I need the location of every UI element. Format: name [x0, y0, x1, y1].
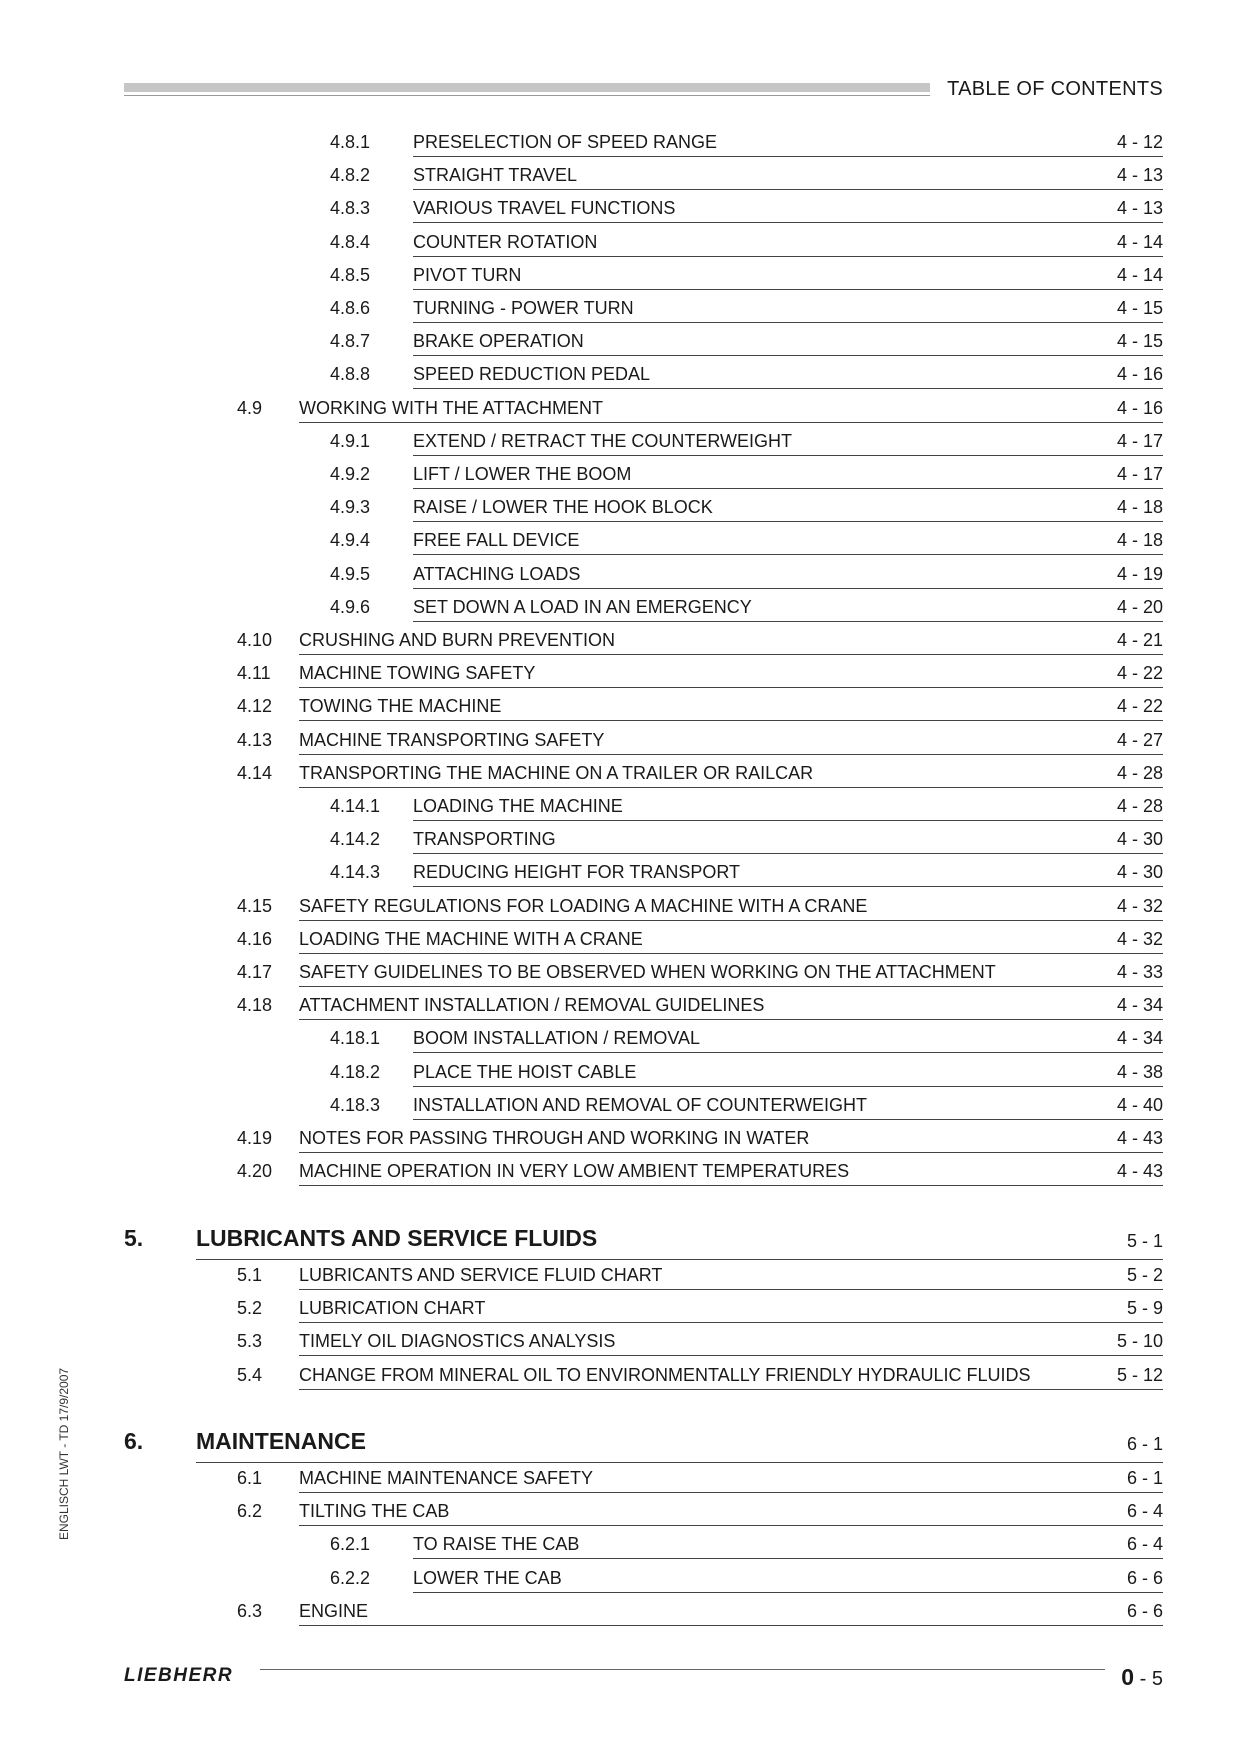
- toc-entry-rule: [413, 1052, 1163, 1053]
- toc-entry[interactable]: [0, 924, 1240, 954]
- toc-entry-page: 4 - 33: [1116, 962, 1163, 982]
- chapter-page: 6 - 1: [1126, 1434, 1163, 1454]
- toc-entry-page: 4 - 12: [1116, 132, 1163, 152]
- toc-entry-rule: [413, 355, 1163, 356]
- toc-entry-page: 4 - 30: [1116, 862, 1163, 883]
- toc-entry-number: 4.9.6: [330, 596, 371, 617]
- toc-entry[interactable]: [0, 326, 1240, 356]
- toc-entry[interactable]: [0, 525, 1240, 555]
- toc-entry-number: 6.1: [237, 1468, 263, 1488]
- toc-entry-number: 4.19: [237, 1128, 273, 1148]
- toc-entry-page: 4 - 40: [1116, 1094, 1163, 1115]
- toc-entry-page: 4 - 14: [1116, 231, 1163, 252]
- toc-entry-number: 4.9.2: [330, 464, 371, 484]
- toc-entry[interactable]: [0, 1123, 1240, 1153]
- toc-entry-rule: [413, 156, 1163, 157]
- toc-entry[interactable]: [0, 1293, 1240, 1323]
- toc-entry-title: BRAKE OPERATION: [413, 331, 584, 352]
- toc-entry-title: TRANSPORTING: [413, 829, 556, 850]
- toc-entry-title: LOADING THE MACHINE WITH A CRANE: [299, 928, 643, 949]
- toc-entry-number: 4.9.4: [330, 530, 371, 551]
- toc-entry-page: 4 - 18: [1116, 530, 1163, 551]
- toc-entry-title: LUBRICANTS AND SERVICE FLUID CHART: [299, 1265, 663, 1285]
- toc-entry-number: 6.3: [237, 1600, 263, 1621]
- toc-entry-rule: [413, 455, 1163, 456]
- toc-entry-page: 4 - 28: [1116, 762, 1163, 783]
- toc-entry-number: 5.2: [237, 1298, 263, 1319]
- toc-entry-page: 5 - 12: [1116, 1364, 1163, 1385]
- toc-entry-number: 4.8.7: [330, 331, 371, 352]
- toc-entry[interactable]: [0, 1360, 1240, 1390]
- toc-entry-rule: [299, 422, 1163, 423]
- toc-entry[interactable]: [0, 1057, 1240, 1087]
- toc-entry-number: 4.14.3: [330, 862, 381, 883]
- toc-entry-number: 4.11: [237, 663, 271, 684]
- toc-entry-title: TRANSPORTING THE MACHINE ON A TRAILER OR RAILCAR: [299, 762, 814, 783]
- toc-entry-title: TOWING THE MACHINE: [299, 696, 502, 717]
- toc-entry-page: 4 - 34: [1116, 1028, 1163, 1049]
- toc-entry-rule: [413, 853, 1163, 854]
- toc-entry-rule: [299, 654, 1163, 655]
- toc-entry[interactable]: [0, 592, 1240, 622]
- toc-entry-title: LOWER THE CAB: [413, 1567, 562, 1588]
- toc-entry[interactable]: [0, 1260, 1240, 1290]
- toc-entry-rule: [299, 1185, 1163, 1186]
- toc-entry-title: MACHINE TOWING SAFETY: [299, 663, 536, 684]
- toc-entry-title: PIVOT TURN: [413, 264, 522, 285]
- toc-entry-title: REDUCING HEIGHT FOR TRANSPORT: [413, 862, 741, 883]
- toc-entry-title: SAFETY REGULATIONS FOR LOADING A MACHINE WITH A CRANE: [299, 895, 868, 916]
- toc-entry[interactable]: [0, 725, 1240, 755]
- toc-entry-number: 4.9.5: [330, 563, 371, 584]
- page-header-title: TABLE OF CONTENTS: [947, 78, 1163, 100]
- toc-entry[interactable]: [0, 127, 1240, 157]
- toc-entry-title: PLACE THE HOIST CABLE: [413, 1061, 637, 1082]
- toc-entry[interactable]: [0, 1563, 1240, 1593]
- toc-entry[interactable]: [0, 891, 1240, 921]
- toc-entry-title: SET DOWN A LOAD IN AN EMERGENCY: [413, 596, 752, 617]
- toc-entry-number: 4.18.3: [330, 1094, 381, 1115]
- toc-entry-title: TILTING THE CAB: [299, 1501, 450, 1522]
- toc-entry[interactable]: [0, 691, 1240, 721]
- toc-entry-number: 6.2: [237, 1501, 263, 1522]
- toc-entry-title: TURNING - POWER TURN: [413, 298, 634, 318]
- toc-entry-title: CRUSHING AND BURN PREVENTION: [299, 630, 616, 650]
- toc-entry[interactable]: [0, 791, 1240, 821]
- toc-entry[interactable]: [0, 824, 1240, 854]
- toc-entry-rule: [299, 1019, 1163, 1020]
- toc-entry[interactable]: [0, 1156, 1240, 1186]
- page-number-num: 5: [1151, 1668, 1163, 1690]
- toc-entry-rule: [413, 1119, 1163, 1120]
- footer-rule: [260, 1669, 1105, 1670]
- toc-entry-rule: [299, 1492, 1163, 1493]
- toc-entry-number: 4.8.3: [330, 198, 371, 219]
- toc-entry-page: 4 - 15: [1116, 331, 1163, 352]
- toc-entry-rule: [299, 1289, 1163, 1290]
- toc-entry[interactable]: [0, 559, 1240, 589]
- toc-entry-title: WORKING WITH THE ATTACHMENT: [299, 397, 603, 418]
- page-number: [1121, 1664, 1163, 1691]
- toc-entry-title: SPEED REDUCTION PEDAL: [413, 364, 651, 385]
- toc-entry-number: 4.14.1: [330, 796, 381, 816]
- toc-entry-title: MACHINE OPERATION IN VERY LOW AMBIENT TEMPERATURES: [299, 1161, 850, 1182]
- toc-entry-title: TO RAISE THE CAB: [413, 1534, 580, 1555]
- toc-entry-rule: [299, 1389, 1163, 1390]
- logo-text: LIEBHERR: [124, 1665, 234, 1684]
- toc-entry-number: 4.8.2: [330, 165, 371, 186]
- toc-entry-rule: [299, 687, 1163, 688]
- toc-entry-rule: [299, 1625, 1163, 1626]
- toc-entry-number: 4.8.1: [330, 132, 371, 152]
- toc-entry-title: INSTALLATION AND REMOVAL OF COUNTERWEIGHT: [413, 1094, 868, 1115]
- toc-entry-rule: [299, 986, 1163, 987]
- toc-entry-page: 6 - 6: [1126, 1600, 1163, 1621]
- toc-entry-rule: [413, 256, 1163, 257]
- toc-entry-title: LIFT / LOWER THE BOOM: [413, 464, 632, 484]
- toc-entry-rule: [413, 886, 1163, 887]
- toc-entry-number: 4.18: [237, 995, 273, 1016]
- toc-entry-rule: [413, 322, 1163, 323]
- toc-entry-title: SAFETY GUIDELINES TO BE OBSERVED WHEN WORKING ON THE ATTACHMENT: [299, 962, 996, 982]
- toc-entry-rule: [413, 554, 1163, 555]
- toc-entry-number: 4.17: [237, 962, 273, 982]
- toc-entry-page: 5 - 9: [1126, 1298, 1163, 1319]
- toc-entry[interactable]: [0, 426, 1240, 456]
- toc-entry[interactable]: [0, 393, 1240, 423]
- toc-entry[interactable]: [0, 625, 1240, 655]
- toc-entry-rule: [299, 720, 1163, 721]
- toc-entry-number: 4.9.1: [330, 430, 371, 451]
- toc-entry-page: 4 - 22: [1116, 696, 1163, 717]
- toc-entry-page: 6 - 6: [1126, 1567, 1163, 1588]
- toc-entry-page: 4 - 16: [1116, 364, 1163, 385]
- toc-entry-rule: [299, 920, 1163, 921]
- toc-entry-page: 4 - 17: [1116, 430, 1163, 451]
- toc-entry[interactable]: [0, 227, 1240, 257]
- toc-entry-page: 5 - 2: [1126, 1265, 1163, 1285]
- toc-entry-number: 4.8.5: [330, 264, 371, 285]
- toc-entry-title: STRAIGHT TRAVEL: [413, 165, 578, 186]
- toc-entry-title: ATTACHING LOADS: [413, 563, 581, 584]
- toc-entry[interactable]: [0, 990, 1240, 1020]
- toc-entry-rule: [413, 1558, 1163, 1559]
- toc-entry-rule: [299, 754, 1163, 755]
- toc-entry-number: 4.14.2: [330, 829, 381, 850]
- toc-entry-number: 4.14: [237, 762, 273, 783]
- toc-entry-rule: [413, 388, 1163, 389]
- toc-entry-number: 5.1: [237, 1265, 263, 1285]
- chapter-page: 5 - 1: [1126, 1231, 1163, 1251]
- toc-entry-page: 4 - 22: [1116, 663, 1163, 684]
- toc-entry-title: BOOM INSTALLATION / REMOVAL: [413, 1028, 701, 1049]
- toc-entry-number: 4.12: [237, 696, 273, 717]
- toc-entry-number: 4.10: [237, 630, 273, 650]
- toc-entry-page: 4 - 28: [1116, 796, 1163, 816]
- toc-entry-number: 5.3: [237, 1331, 263, 1352]
- toc-entry-rule: [413, 1086, 1163, 1087]
- toc-entry-page: 4 - 38: [1116, 1061, 1163, 1082]
- toc-entry-rule: [299, 1152, 1163, 1153]
- toc-entry-title: MACHINE MAINTENANCE SAFETY: [299, 1468, 594, 1488]
- toc-entry-number: 4.15: [237, 895, 273, 916]
- toc-entry-rule: [413, 289, 1163, 290]
- toc-entry-title: FREE FALL DEVICE: [413, 530, 580, 551]
- toc-entry-page: 4 - 18: [1116, 497, 1163, 518]
- toc-entry-page: 4 - 30: [1116, 829, 1163, 850]
- toc-entry-page: 4 - 34: [1116, 995, 1163, 1016]
- toc-entry[interactable]: [0, 1090, 1240, 1120]
- side-margin-text: ENGLISCH LWT - TD 17/9/2007: [57, 1367, 71, 1540]
- toc-entry-number: 4.16: [237, 928, 273, 949]
- toc-entry-number: 4.8.8: [330, 364, 371, 385]
- toc-entry-number: 4.8.6: [330, 298, 371, 318]
- toc-entry-rule: [413, 588, 1163, 589]
- toc-entry-number: 4.20: [237, 1161, 273, 1182]
- toc-entry[interactable]: [0, 1596, 1240, 1626]
- toc-entry-number: 4.18.1: [330, 1028, 381, 1049]
- toc-entry-page: 4 - 27: [1116, 729, 1163, 750]
- toc-entry[interactable]: [0, 1023, 1240, 1053]
- toc-entry-title: RAISE / LOWER THE HOOK BLOCK: [413, 497, 713, 518]
- toc-entry-title: LUBRICATION CHART: [299, 1298, 486, 1319]
- toc-entry-title: ATTACHMENT INSTALLATION / REMOVAL GUIDELINES: [299, 995, 765, 1016]
- toc-entry-title: LOADING THE MACHINE: [413, 796, 623, 816]
- toc-entry[interactable]: [0, 658, 1240, 688]
- toc-entry-number: 4.9: [237, 397, 263, 418]
- toc-entry-rule: [413, 189, 1163, 190]
- toc-entry-title: COUNTER ROTATION: [413, 231, 598, 252]
- toc-entry[interactable]: [0, 459, 1240, 489]
- chapter-number: 6.: [124, 1428, 144, 1454]
- page-number-sep: -: [1134, 1668, 1152, 1690]
- toc-entry[interactable]: [0, 260, 1240, 290]
- toc-entry-title: MACHINE TRANSPORTING SAFETY: [299, 729, 605, 750]
- toc-entry-page: 4 - 13: [1116, 198, 1163, 219]
- toc-entry-page: 4 - 43: [1116, 1128, 1163, 1148]
- toc-entry-title: EXTEND / RETRACT THE COUNTERWEIGHT: [413, 430, 793, 451]
- toc-entry-number: 6.2.2: [330, 1567, 371, 1588]
- toc-entry-number: 4.13: [237, 729, 273, 750]
- toc-entry-page: 4 - 17: [1116, 464, 1163, 484]
- toc-entry[interactable]: [0, 857, 1240, 887]
- toc-entry-number: 4.18.2: [330, 1061, 381, 1082]
- toc-entry-page: 6 - 4: [1126, 1534, 1163, 1555]
- toc-entry-rule: [299, 1322, 1163, 1323]
- chapter-number: 5.: [124, 1225, 144, 1251]
- liebherr-logo: [124, 1664, 254, 1684]
- toc-entry-number: 6.2.1: [330, 1534, 371, 1555]
- toc-entry-rule: [299, 953, 1163, 954]
- toc-entry-page: 4 - 14: [1116, 264, 1163, 285]
- toc-entry-title: VARIOUS TRAVEL FUNCTIONS: [413, 198, 676, 219]
- toc-entry-page: 4 - 32: [1116, 895, 1163, 916]
- toc-entry-page: 4 - 19: [1116, 563, 1163, 584]
- toc-entry-title: PRESELECTION OF SPEED RANGE: [413, 132, 718, 152]
- toc-entry-page: 4 - 43: [1116, 1161, 1163, 1182]
- toc-entry-rule: [413, 621, 1163, 622]
- toc-entry-rule: [413, 488, 1163, 489]
- toc-entry[interactable]: [0, 359, 1240, 389]
- toc-entry[interactable]: [0, 160, 1240, 190]
- toc-entry-title: TIMELY OIL DIAGNOSTICS ANALYSIS: [299, 1331, 616, 1352]
- toc-entry[interactable]: [0, 1463, 1240, 1493]
- toc-entry-page: 6 - 4: [1126, 1501, 1163, 1522]
- toc-entry[interactable]: [0, 1529, 1240, 1559]
- toc-entry[interactable]: [0, 957, 1240, 987]
- toc-entry-rule: [413, 521, 1163, 522]
- toc-entry[interactable]: [0, 492, 1240, 522]
- toc-entry-rule: [299, 1355, 1163, 1356]
- toc-entry-number: 4.9.3: [330, 497, 371, 518]
- header-bar: [124, 83, 930, 92]
- toc-entry-page: 4 - 21: [1116, 630, 1163, 650]
- toc-entry-number: 5.4: [237, 1364, 263, 1385]
- toc-entry-page: 4 - 15: [1116, 298, 1163, 318]
- toc-entry[interactable]: [0, 193, 1240, 223]
- toc-entry-rule: [413, 820, 1163, 821]
- header-rule: [124, 95, 930, 96]
- chapter-title[interactable]: MAINTENANCE: [196, 1428, 366, 1454]
- toc-entry-title: CHANGE FROM MINERAL OIL TO ENVIRONMENTALLY FRIENDLY HYDRAULIC FLUIDS: [299, 1364, 1031, 1385]
- toc-entry-title: ENGINE: [299, 1600, 369, 1621]
- page-number-chapter: 0: [1121, 1664, 1135, 1690]
- toc-entry-rule: [413, 222, 1163, 223]
- toc-entry[interactable]: [0, 1496, 1240, 1526]
- toc-entry-rule: [299, 1525, 1163, 1526]
- toc-entry-number: 4.8.4: [330, 231, 371, 252]
- toc-entry-rule: [413, 1592, 1163, 1593]
- toc-entry[interactable]: [0, 1326, 1240, 1356]
- chapter-title[interactable]: LUBRICANTS AND SERVICE FLUIDS: [196, 1225, 598, 1251]
- toc-entry[interactable]: [0, 758, 1240, 788]
- toc-entry-page: 6 - 1: [1126, 1468, 1163, 1488]
- toc-entry-rule: [299, 787, 1163, 788]
- toc-entry-page: 5 - 10: [1116, 1331, 1163, 1352]
- toc-entry-page: 4 - 20: [1116, 596, 1163, 617]
- toc-entry-page: 4 - 13: [1116, 165, 1163, 186]
- toc-entry-title: NOTES FOR PASSING THROUGH AND WORKING IN WATER: [299, 1128, 810, 1148]
- toc-entry-page: 4 - 32: [1116, 928, 1163, 949]
- toc-entry-page: 4 - 16: [1116, 397, 1163, 418]
- toc-entry[interactable]: [0, 293, 1240, 323]
